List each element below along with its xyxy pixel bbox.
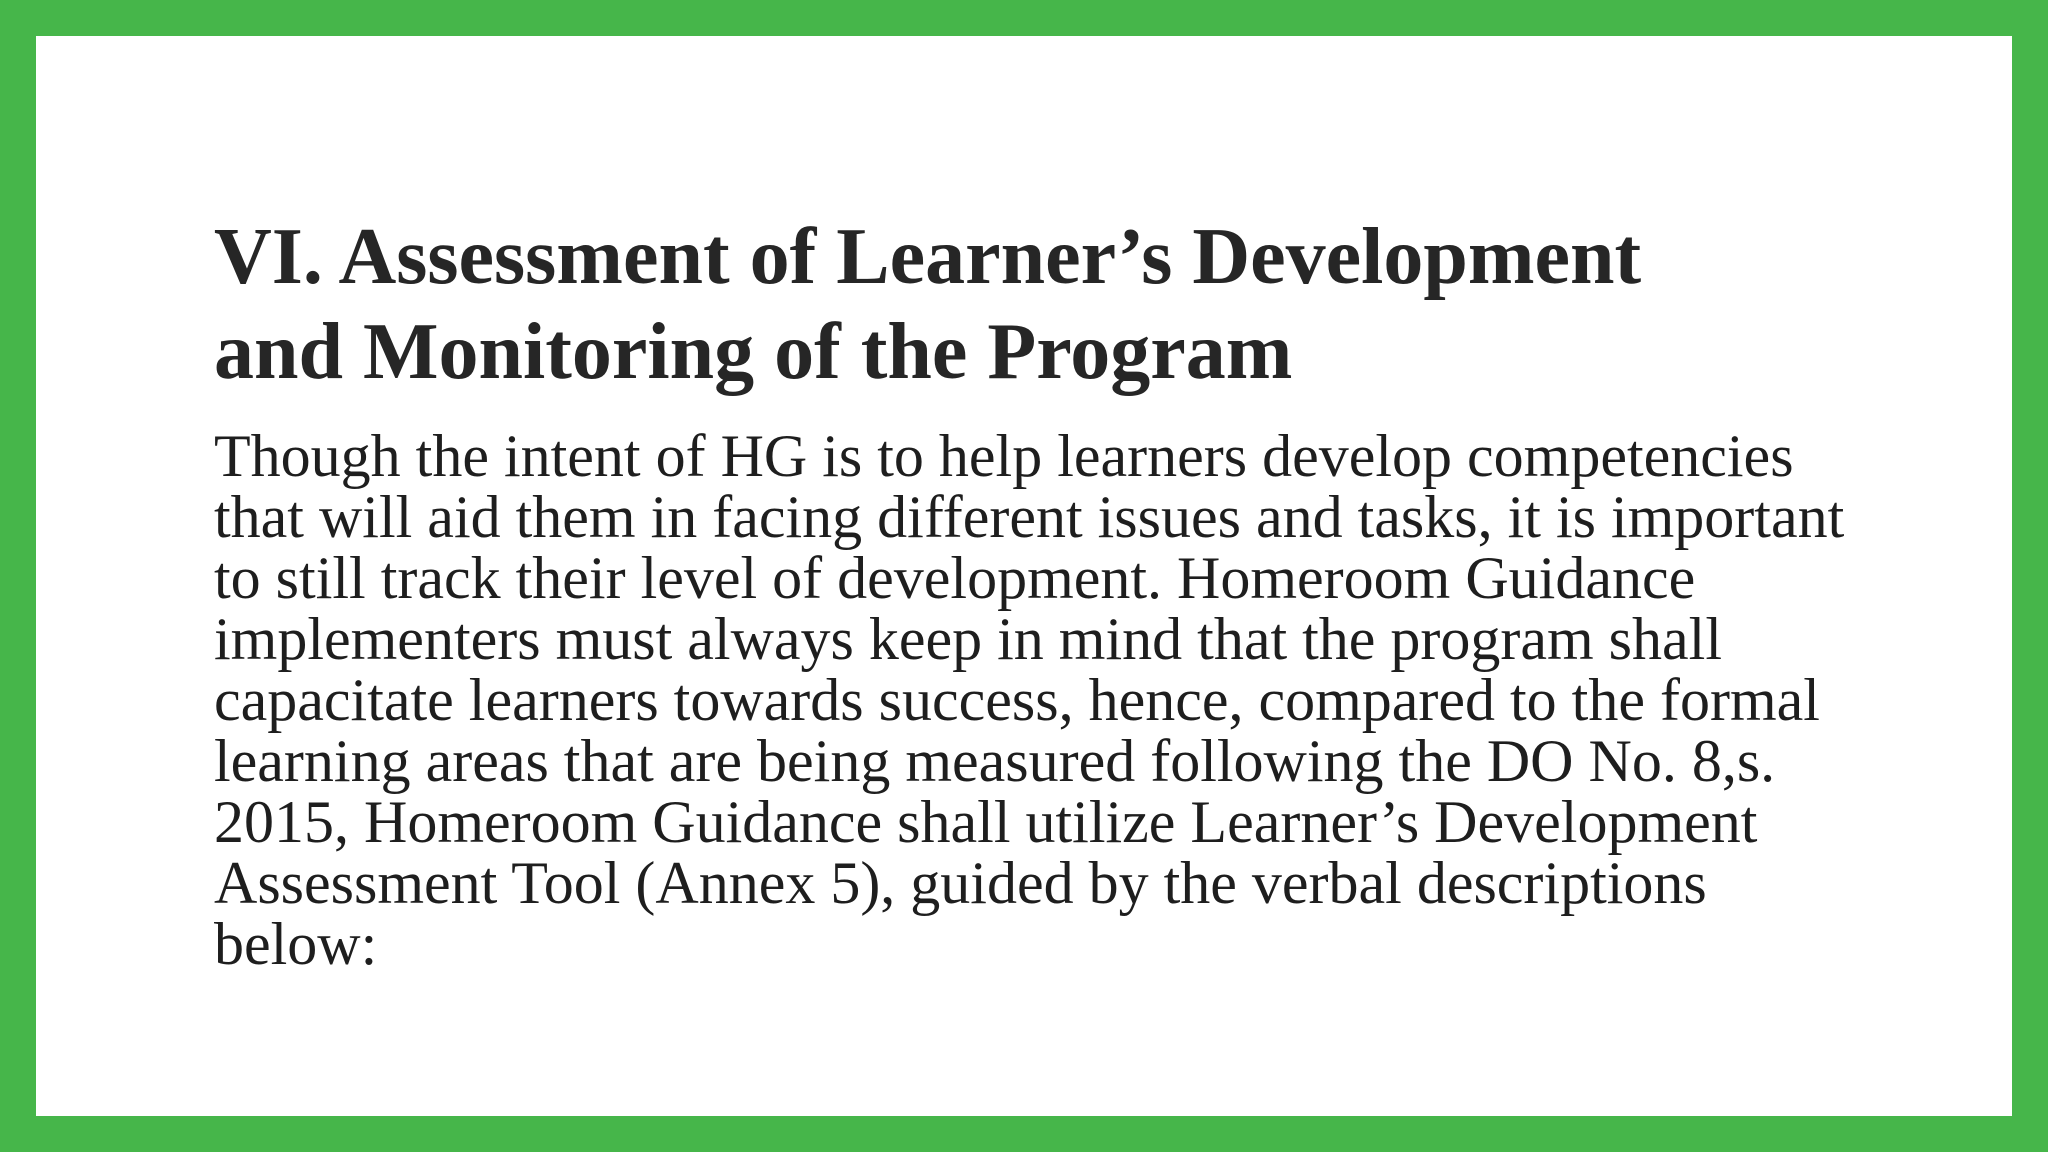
slide-body-text xyxy=(214,423,1954,977)
title-line-1: VI. Assessment of Learner’s Development xyxy=(214,213,1642,301)
body-line-9: below: xyxy=(214,911,378,977)
body-line-7: 2015, Homeroom Guidance shall utilize Learner’s Development xyxy=(214,789,1758,855)
title-line-2: and Monitoring of the Program xyxy=(214,308,1293,396)
body-line-5: capacitate learners towards success, hence, compared to the formal xyxy=(214,667,1820,733)
body-line-2: that will aid them in facing different issues and tasks, it is important xyxy=(214,484,1845,550)
body-line-8: Assessment Tool (Annex 5), guided by the verbal descriptions xyxy=(214,850,1707,916)
body-line-6: learning areas that are being measured following the DO No. 8,s. xyxy=(214,728,1776,794)
slide-title xyxy=(214,210,1934,400)
body-line-1: Though the intent of HG is to help learners develop competencies xyxy=(214,423,1794,489)
slide-content xyxy=(214,210,1954,975)
body-line-3: to still track their level of development. Homeroom Guidance xyxy=(214,545,1696,611)
body-line-4: implementers must always keep in mind that the program shall xyxy=(214,606,1722,672)
